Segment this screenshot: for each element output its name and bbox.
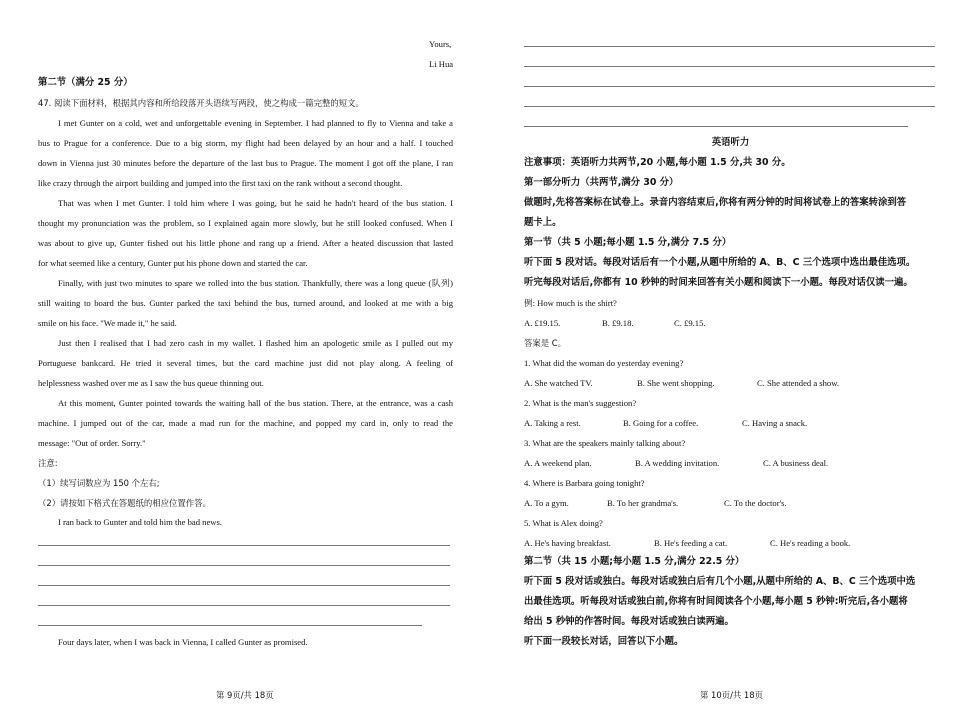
question-text: 4. Where is Barbara going tonight?	[524, 478, 645, 488]
passage-line: helplessness washed over me as I saw the bus queue thinning out.	[38, 378, 264, 388]
answer-line	[524, 86, 935, 87]
question-option: A. He's having breakfast.	[524, 538, 611, 548]
passage-line: message: "Out of order. Sorry."	[38, 438, 146, 448]
example-option: A. £19.15.	[524, 318, 561, 328]
section1-instruction: 听完每段对话后,你都有 10 秒钟的时间来回答有关小题和阅读下一小题。每段对话仅读一遍。	[524, 277, 913, 288]
question-text: 3. What are the speakers mainly talking about?	[524, 438, 686, 448]
question-option: B. To her grandma's.	[607, 498, 679, 508]
page-10	[487, 0, 974, 709]
section-title: 第二节（满分 25 分）	[38, 77, 133, 88]
question-option: C. A business deal.	[763, 458, 829, 468]
section1-title: 第一节（共 5 小题;每小题 1.5 分,满分 7.5 分）	[524, 237, 732, 248]
answer-line	[38, 585, 450, 586]
passage-line: down in Vienna just 30 minutes before the departure of the last bus to Prague. The moment I got off the plane, I ran	[38, 158, 453, 168]
question-option: C. She attended a show.	[757, 378, 840, 388]
question-option: A. Taking a rest.	[524, 418, 581, 428]
question-option: C. He's reading a book.	[770, 538, 851, 548]
example-question: 例: How much is the shirt?	[524, 298, 617, 308]
answer-line	[38, 565, 450, 566]
question-text: 5. What is Alex doing?	[524, 518, 603, 528]
note-item: （2）请按如下格式在答题纸的相应位置作答。	[38, 498, 211, 508]
section2-instruction: 给出 5 秒钟的作答时间。每段对话或独白读两遍。	[524, 616, 734, 627]
paragraph2-start: Four days later, when I was back in Vienna, I called Gunter as promised.	[58, 637, 308, 647]
section2-instruction: 听下面 5 段对话或独白。每段对话或独白后有几个小题,从题中所给的 A、B、C 三个选项中选	[524, 576, 916, 587]
question-text: 1. What did the woman do yesterday evening?	[524, 358, 684, 368]
answer-line	[38, 545, 450, 546]
listening-note: 注意事项：英语听力共两节,20 小题,每小题 1.5 分,共 30 分。	[524, 157, 791, 168]
question-option: B. He's feeding a cat.	[654, 538, 728, 548]
question-option: B. Going for a coffee.	[623, 418, 699, 428]
answer-line	[38, 625, 422, 626]
answer-line	[524, 46, 935, 47]
passage-line: thought my pronunciation was the problem, so I explained again more slowly, but he still looked confused. When I	[38, 218, 453, 228]
passage-line: At this moment, Gunter pointed towards the waiting hall of the bus station. There, at the entrance, was a cash	[58, 398, 453, 408]
listening-title: 英语听力	[711, 137, 750, 148]
letter-signature: Li Hua	[429, 59, 454, 69]
passage-line: I met Gunter on a cold, wet and unforgettable evening in September. I had planned to fly to Vienna and take a	[58, 118, 453, 128]
passage-line: Portuguese bankcard. He tried it several times, but the card machine just did not play along. A feeling of	[38, 358, 453, 368]
passage-line: Finally, with just two minutes to spare we rolled into the bus station. Thankfully, there was a long queue (队列)	[58, 278, 453, 288]
passage-line: bus to Prague for a conference. Due to a big storm, my flight had been delayed by an hour and a half. I touched	[38, 138, 453, 148]
question-option: A. A weekend plan.	[524, 458, 592, 468]
question-option: C. Having a snack.	[742, 418, 808, 428]
question-option: B. She went shopping.	[637, 378, 715, 388]
passage-line: like crazy through the airport building and jumped into the first taxi on the rank without a second thought.	[38, 178, 403, 188]
part1-title: 第一部分听力（共两节,满分 30 分）	[524, 177, 679, 188]
question-option: C. To the doctor's.	[724, 498, 787, 508]
example-answer: 答案是 C。	[524, 338, 567, 348]
section1-instruction: 听下面 5 段对话。每段对话后有一个小题,从题中所给的 A、B、C 三个选项中选出最佳选项。	[524, 257, 916, 268]
task-instruction: 47. 阅读下面材料，根据其内容和所给段落开头语续写两段，使之构成一篇完整的短文。	[38, 98, 364, 108]
page-footer: 第 9页/共 18页	[216, 690, 274, 700]
passage-line: for what seemed like a century, Gunter put his phone down and started the car.	[38, 258, 308, 268]
part1-instruction: 题卡上。	[524, 217, 562, 228]
passage-line: was about to give up, Gunter fished out his little phone and rang up a friend. After a heated discussion that lasted	[38, 238, 453, 248]
section2-title: 第二节（共 15 小题;每小题 1.5 分,满分 22.5 分）	[524, 556, 745, 567]
passage-line: machine. I jumped out of the car, made a mad run for the machine, and popped my card in, only to read the	[38, 418, 453, 428]
section2-instruction: 听下面一段较长对话，回答以下小题。	[524, 636, 684, 647]
question-option: A. To a gym.	[524, 498, 569, 508]
paragraph1-start: I ran back to Gunter and told him the bad news.	[58, 517, 222, 527]
passage-line: Just then I realised that I had zero cash in my wallet. I flashed him an apologetic smile as I pulled out my	[58, 338, 453, 348]
example-option: C. £9.15.	[674, 318, 706, 328]
passage-line: That was when I met Gunter. I told him where I was going, but he said he hadn't heard of the bus station. I	[58, 198, 453, 208]
answer-line	[524, 126, 908, 127]
page-footer: 第 10页/共 18页	[700, 690, 763, 700]
notes-title: 注意:	[38, 458, 58, 468]
question-option: B. A wedding invitation.	[635, 458, 720, 468]
part1-instruction: 做题时,先将答案标在试卷上。录音内容结束后,你将有两分钟的时间将试卷上的答案转涂到答	[524, 197, 907, 208]
answer-line	[524, 66, 935, 67]
question-text: 2. What is the man's suggestion?	[524, 398, 637, 408]
section2-instruction: 出最佳选项。听每段对话或独白前,你将有时间阅读各个小题,每小题 5 秒钟:听完后,各小题将	[524, 596, 908, 607]
question-option: A. She watched TV.	[524, 378, 593, 388]
note-item: （1）续写词数应为 150 个左右;	[38, 478, 160, 488]
example-option: B. £9.18.	[602, 318, 634, 328]
passage-line: still waiting to board the bus. Gunter parked the taxi behind the bus, turned around, and looked at me with a big	[38, 298, 453, 308]
letter-closing: Yours,	[429, 39, 452, 49]
answer-line	[38, 605, 450, 606]
passage-line: smile on his face. "We made it," he said.	[38, 318, 177, 328]
answer-line	[524, 106, 935, 107]
